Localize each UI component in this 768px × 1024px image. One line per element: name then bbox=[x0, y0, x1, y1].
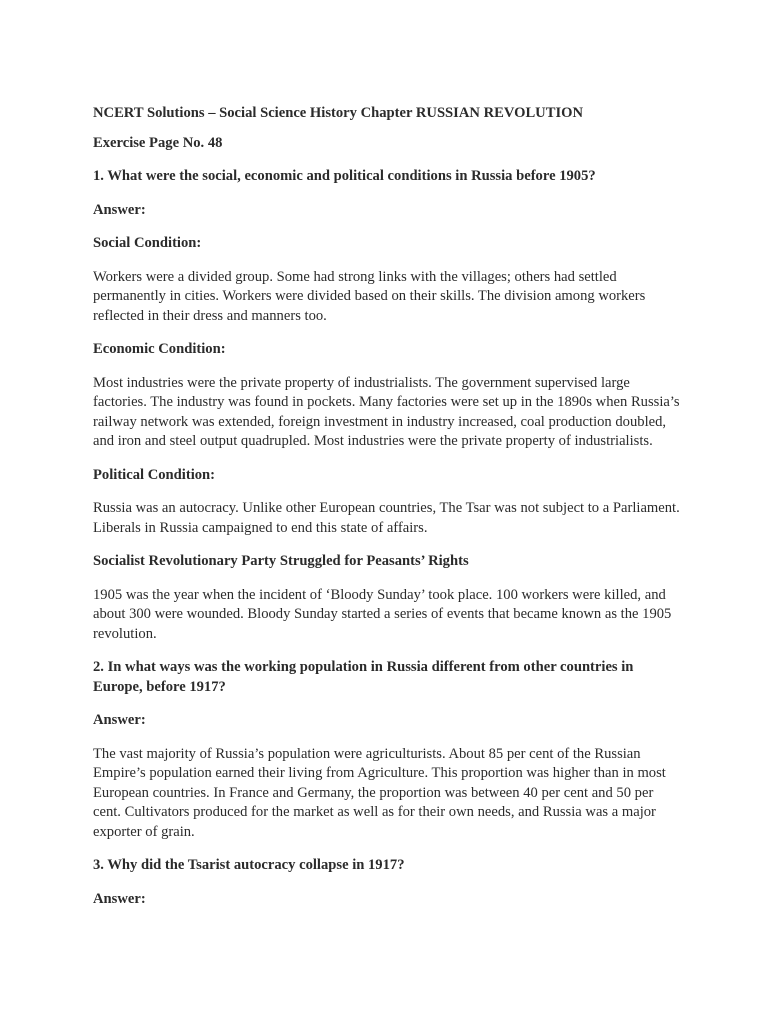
economic-condition-text: Most industries were the private property of industrialists. The government supervised large factories. The industry was found in pockets. Many factories were set up in the 1890s when Russia’s railway network was extended, foreign investment in industry increased, coal production doubled, and iron and steel output quadrupled. Most industries were the private property of industrialists. bbox=[93, 374, 680, 449]
answer-label-3: Answer: bbox=[93, 890, 146, 907]
social-condition-text: Workers were a divided group. Some had strong links with the villages; others had settled permanently in cities. Workers were divided based on their skills. The division among workers reflected in their dress and manners too. bbox=[93, 268, 646, 324]
political-condition-text: Russia was an autocracy. Unlike other European countries, The Tsar was not subject to a Parliament. Liberals in Russia campaigned to end this state of affairs. bbox=[93, 500, 680, 536]
question-2: 2. In what ways was the working population in Russia different from other countries in Europe, before 1917? bbox=[93, 659, 634, 695]
question-2-answer: The vast majority of Russia’s population were agriculturists. About 85 per cent of the Russian Empire’s population earned their living from Agriculture. This proportion was higher than in most European countries. In France and Germany, the proportion was between 40 per cent and 50 per cent. Cultivators produced for the market as well as for their own needs, and Russia was a major exporter of grain. bbox=[93, 745, 666, 840]
answer-label-2: Answer: bbox=[93, 712, 146, 728]
answer-label-1: Answer: bbox=[93, 201, 146, 218]
document-title: NCERT Solutions – Social Science History Chapter RUSSIAN REVOLUTION bbox=[93, 105, 584, 121]
question-3: 3. Why did the Tsarist autocracy collapse in 1917? bbox=[93, 857, 405, 873]
exercise-heading: Exercise Page No. 48 bbox=[93, 134, 223, 151]
economic-condition-heading: Economic Condition: bbox=[93, 341, 226, 357]
socialist-party-text: 1905 was the year when the incident of ‘Bloody Sunday’ took place. 100 workers were killed, and about 300 were wounded. Bloody Sunday started a series of events that became known as the 1905 revolution. bbox=[93, 586, 672, 642]
political-condition-heading: Political Condition: bbox=[93, 466, 216, 483]
social-condition-heading: Social Condition: bbox=[93, 235, 202, 251]
document-page bbox=[93, 104, 683, 923]
socialist-party-heading: Socialist Revolutionary Party Struggled for Peasants’ Rights bbox=[93, 553, 469, 569]
question-1: 1. What were the social, economic and political conditions in Russia before 1905? bbox=[93, 168, 596, 184]
